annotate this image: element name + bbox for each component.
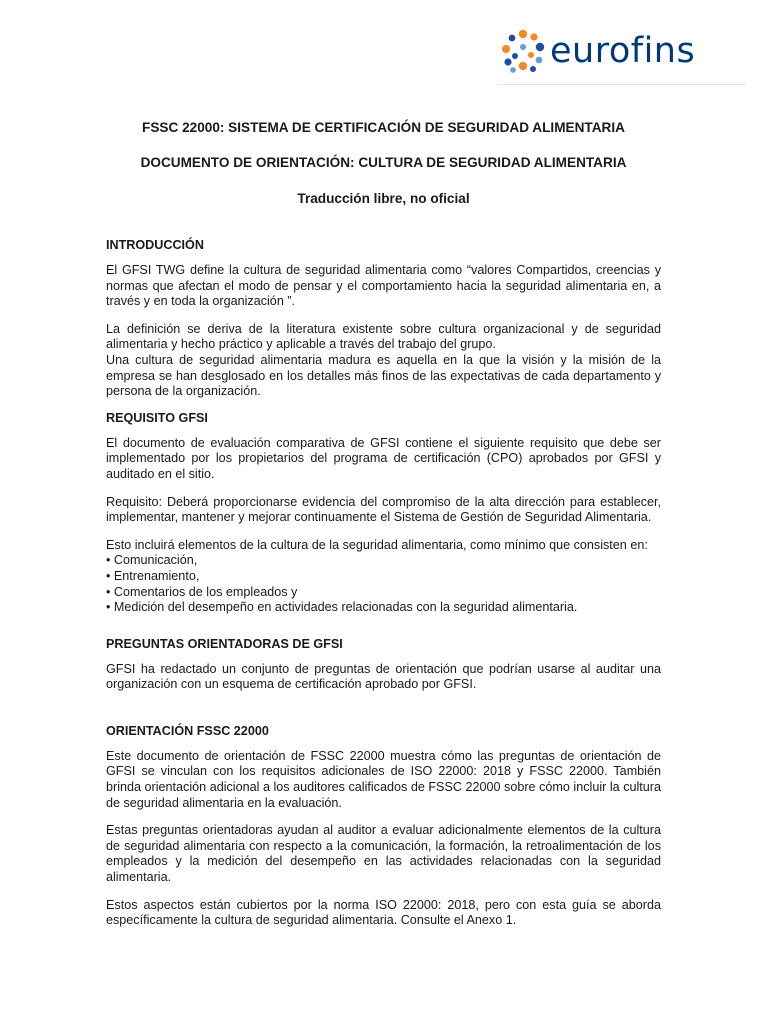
document-subtitle: DOCUMENTO DE ORIENTACIÓN: CULTURA DE SEGURIDAD ALIMENTARIA xyxy=(140,155,627,170)
translation-note: Traducción libre, no oficial xyxy=(297,191,470,206)
intro-paragraph-1: El GFSI TWG define la cultura de seguridad alimentaria como “valores Compartidos, creencias y normas que afectan el modo de pensar y el comportamiento hacia la seguridad alimentaria en, a través y en toda la organización ”. xyxy=(106,263,661,309)
header-divider xyxy=(498,84,746,85)
document-title: FSSC 22000: SISTEMA DE CERTIFICACIÓN DE SEGURIDAD ALIMENTARIA xyxy=(142,120,625,135)
heading-introduccion: INTRODUCCIÓN xyxy=(106,238,204,252)
heading-orientacion-fssc: ORIENTACIÓN FSSC 22000 xyxy=(106,723,269,738)
orientacion-paragraph-2: Estas preguntas orientadoras ayudan al auditor a evaluar adicionalmente elementos de la cultura de seguridad alimentaria con respecto a la comunicación, la formación, la retroalimentación de los empleados y la medición del desempeño en las actividades relacionadas con la seguridad alimentaria. xyxy=(106,823,661,885)
requisito-paragraph-3: Esto incluirá elementos de la cultura de la seguridad alimentaria, como mínimo que consisten en: xyxy=(106,537,648,552)
eurofins-dots-icon xyxy=(498,26,548,76)
intro-paragraph-2: La definición se deriva de la literatura existente sobre cultura organizacional y de seguridad alimentaria y hecho práctico y aplicable a través del trabajo del grupo. xyxy=(106,321,661,352)
preguntas-paragraph-1: GFSI ha redactado un conjunto de preguntas de orientación que podrían usarse al auditar una organización con un esquema de certificación aprobado por GFSI. xyxy=(106,661,661,692)
brand-name: eurofins xyxy=(550,30,696,71)
list-item: • Comentarios de los empleados y xyxy=(106,584,298,599)
orientacion-paragraph-3: Estos aspectos están cubiertos por la norma ISO 22000: 2018, pero con esta guía se aborda específicamente la cultura de seguridad alimentaria. Consulte el Anexo 1. xyxy=(106,897,661,928)
list-item: • Medición del desempeño en actividades relacionadas con la seguridad alimentaria. xyxy=(106,600,578,615)
intro-paragraph-3: Una cultura de seguridad alimentaria madura es aquella en la que la visión y la misión de la empresa se han desglosado en los detalles más finos de las expectativas de cada departamento y persona de la organización. xyxy=(106,352,661,399)
eurofins-logo xyxy=(498,26,728,76)
heading-requisito-gfsi: REQUISITO GFSI xyxy=(106,410,208,425)
list-item: • Entrenamiento, xyxy=(106,568,200,583)
document-body xyxy=(106,112,661,929)
heading-preguntas-orientadoras: PREGUNTAS ORIENTADORAS DE GFSI xyxy=(106,636,343,651)
requisito-paragraph-1: El documento de evaluación comparativa de GFSI contiene el siguiente requisito que debe ser implementado por los propietarios del programa de certificación (CPO) aprobados por GFSI y auditado en el sitio. xyxy=(106,435,661,481)
requisito-paragraph-2: Requisito: Deberá proporcionarse evidencia del compromiso de la alta dirección para establecer, implementar, mantener y mejorar continuamente el Sistema de Gestión de Seguridad Alimentaria. xyxy=(106,494,661,525)
orientacion-paragraph-1: Este documento de orientación de FSSC 22000 muestra cómo las preguntas de orientación de GFSI se vinculan con los requisitos adicionales de ISO 22000: 2018 y FSSC 22000. También brinda orientación adicional a los auditores calificados de FSSC 22000 sobre cómo incluir la cultura de seguridad alimentaria en la evaluación. xyxy=(106,748,661,810)
list-item: • Comunicación, xyxy=(106,553,198,568)
requisito-bullet-list xyxy=(106,553,661,615)
